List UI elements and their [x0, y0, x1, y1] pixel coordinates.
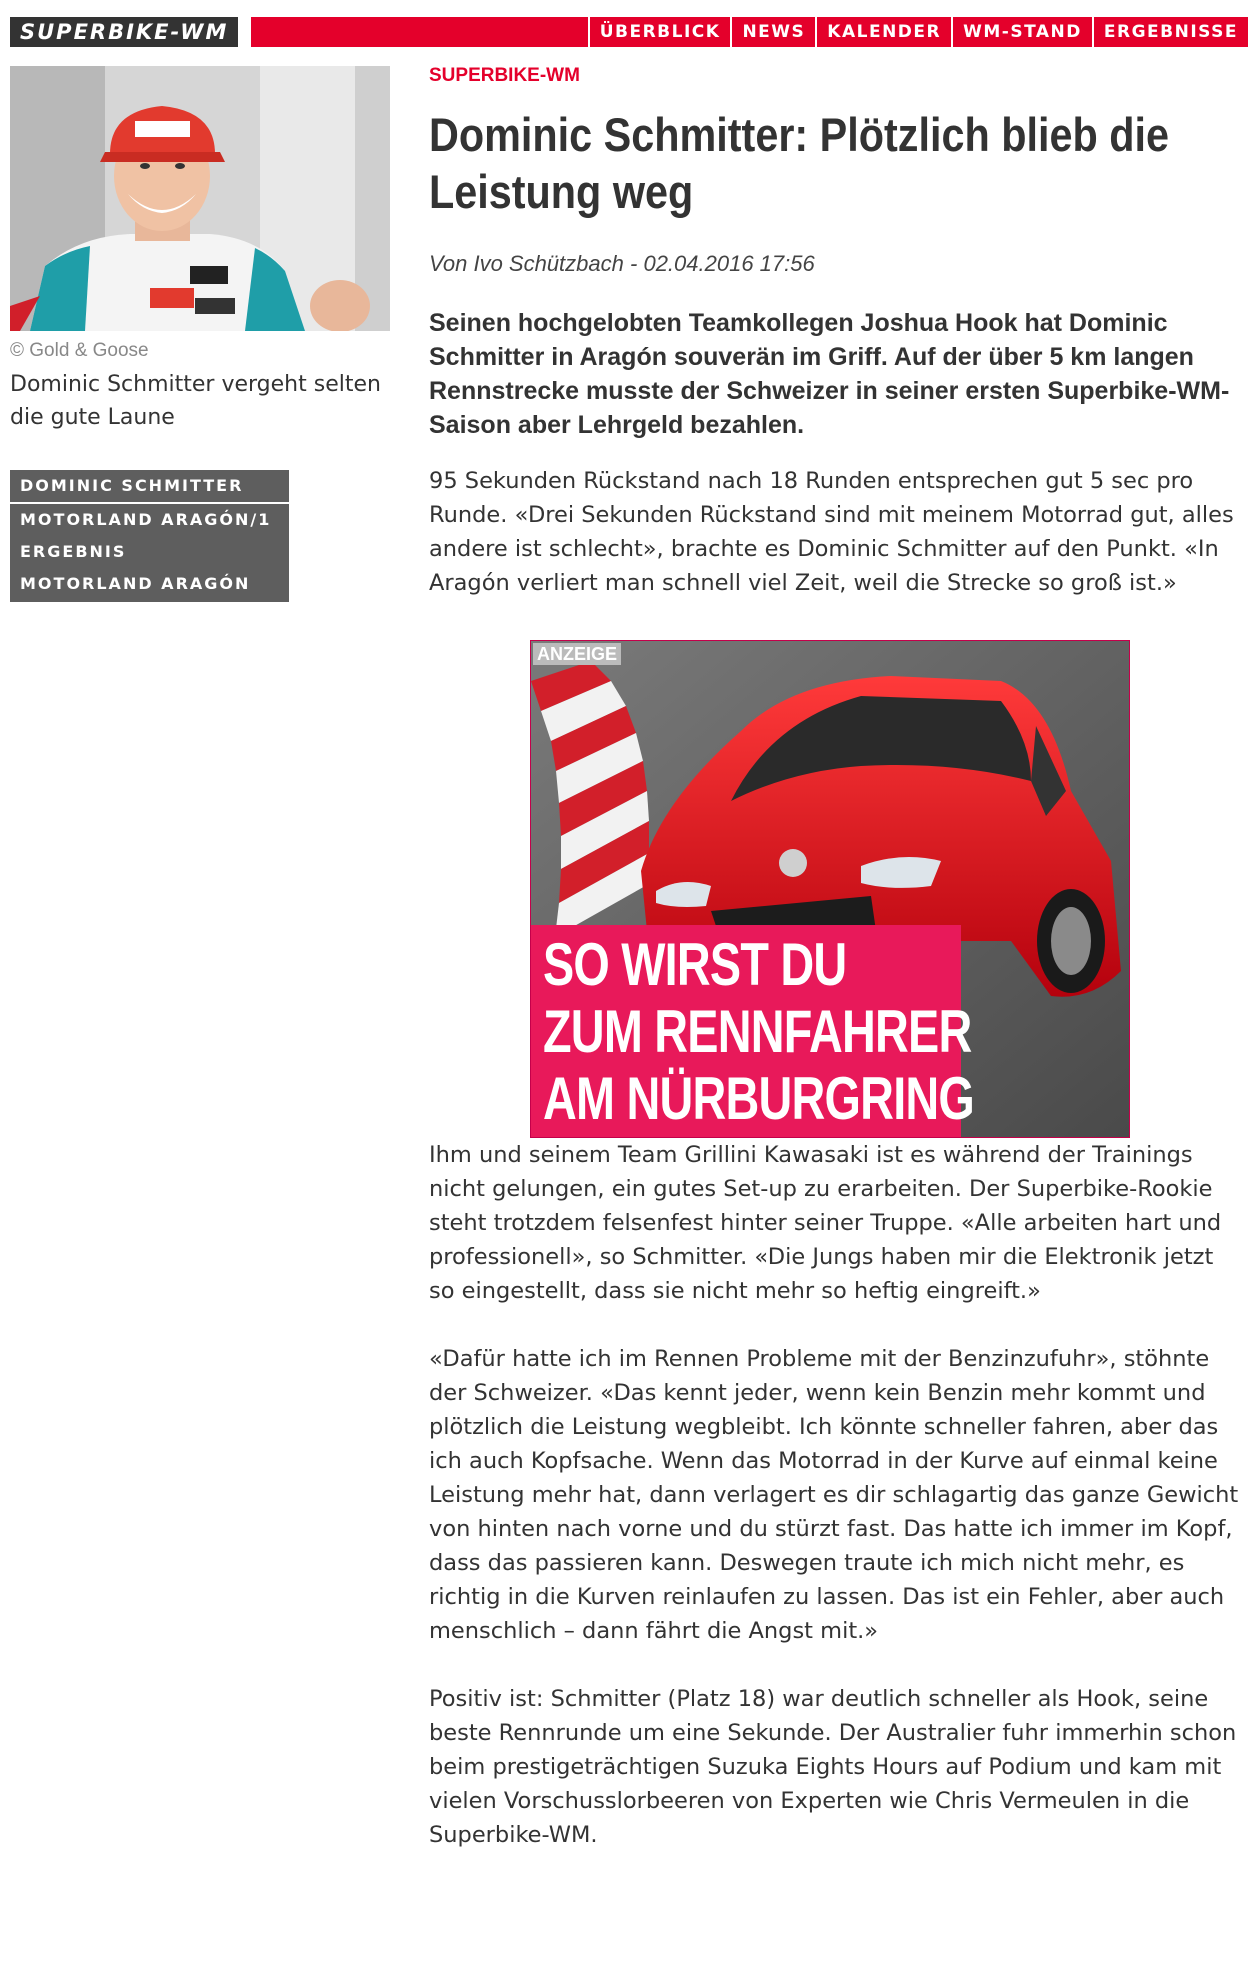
- publish-date: 02.04.2016 17:56: [643, 251, 815, 276]
- tag-motorland-aragon[interactable]: MOTORLAND ARAGÓN: [20, 574, 251, 593]
- main-nav: [588, 17, 1248, 47]
- ad-headline-line-2: ZUM RENNFAHRER: [543, 998, 972, 1065]
- ad-headline-line-1: SO WIRST DU: [543, 931, 847, 998]
- author-link[interactable]: Ivo Schützbach: [473, 251, 624, 276]
- photo-credit: © Gold & Goose: [10, 340, 149, 361]
- tag-motorland-aragon-ergebnis[interactable]: MOTORLAND ARAGÓN/1 ERGEBNIS: [20, 510, 272, 561]
- photo-caption: Dominic Schmitter vergeht selten die gute Laune: [10, 372, 381, 430]
- ad-headline-line-3: AM NÜRBURGRING: [543, 1065, 975, 1132]
- byline: [429, 250, 1244, 278]
- date-separator: -: [623, 251, 644, 276]
- byline-prefix: Von: [429, 251, 474, 276]
- nav-item-news[interactable]: NEWS: [730, 17, 815, 47]
- ad-headline: [531, 925, 975, 1137]
- article-paragraph-3: «Dafür hatte ich im Rennen Probleme mit der Benzinzufuhr», stöhnte der Schweizer. «Das kennt jeder, wenn kein Benzin mehr kommt und plötzlich die Leistung wegbleibt. Ich könnte schneller fahren, aber das ich auch Kopfsache. Wenn das Motorrad in der Kurve auf einmal keine Leistung mehr hat, dann verlagert es dir schlagartig das ganze Gewicht von hinten nach vorne und du stürzt fast. Das hatte ich immer im Kopf, dass das passieren kann. Deswegen traute ich mich nicht mehr, es richtig in die Kurven reinlaufen zu lassen. Das ist ein Fehler, aber auch menschlich – dann fährt die Angst mit.»: [429, 1346, 1239, 1644]
- article-kicker[interactable]: SUPERBIKE-WM: [429, 65, 580, 86]
- advertisement[interactable]: [530, 640, 1130, 1138]
- tag-list: [10, 470, 289, 602]
- rider-photo-illustration: [10, 66, 390, 331]
- nav-item-ergebnisse[interactable]: ERGEBNISSE: [1092, 17, 1248, 47]
- site-header: [10, 17, 1248, 47]
- tag-dominic-schmitter[interactable]: DOMINIC SCHMITTER: [10, 470, 289, 504]
- nav-item-kalender[interactable]: KALENDER: [815, 17, 951, 47]
- ad-label: ANZEIGE: [533, 643, 621, 665]
- nav-bar: [251, 17, 1248, 47]
- section-brand-logo[interactable]: SUPERBIKE-WM: [10, 17, 238, 47]
- article-paragraph-4: Positiv ist: Schmitter (Platz 18) war deutlich schneller als Hook, seine beste Rennrunde um eine Sekunde. Der Australier fuhr immerhin schon beim prestigeträchtigen Suzuka Eights Hours auf Podium und kam mit vielen Vorschusslorbeeren von Experten wie Chris Vermeulen in die Superbike-WM.: [429, 1686, 1237, 1848]
- sidebar: [10, 66, 390, 602]
- nav-item-ueberblick[interactable]: ÜBERBLICK: [588, 17, 731, 47]
- nav-item-wm-stand[interactable]: WM-STAND: [951, 17, 1092, 47]
- rider-photo: [10, 66, 390, 331]
- article-paragraph-2: Ihm und seinem Team Grillini Kawasaki ist es während der Trainings nicht gelungen, ein gutes Set-up zu erarbeiten. Der Superbike-Rookie steht trotzdem felsenfest hinter seiner Truppe. «Alle arbeiten hart und professionell», so Schmitter. «Die Jungs haben mir die Elektronik jetzt so eingestellt, dass sie nicht mehr so heftig eingreift.»: [429, 1142, 1222, 1304]
- article-lead: Seinen hochgelobten Teamkollegen Joshua Hook hat Dominic Schmitter in Aragón souverän im Griff. Auf der über 5 km langen Rennstrecke musste der Schweizer in seiner ersten Superbike-WM-Saison aber Lehrgeld bezahlen.: [429, 309, 1230, 439]
- article-headline: Dominic Schmitter: Plötzlich blieb die Leistung weg: [429, 108, 1169, 218]
- article: [429, 62, 1244, 1852]
- article-paragraph-1: 95 Sekunden Rückstand nach 18 Runden entsprechen gut 5 sec pro Runde. «Drei Sekunden Rückstand sind mit meinem Motorrad gut, alles andere ist schlecht», brachte es Dominic Schmitter auf den Punkt. «In Aragón verliert man schnell viel Zeit, weil die Strecke so groß ist.»: [429, 468, 1234, 596]
